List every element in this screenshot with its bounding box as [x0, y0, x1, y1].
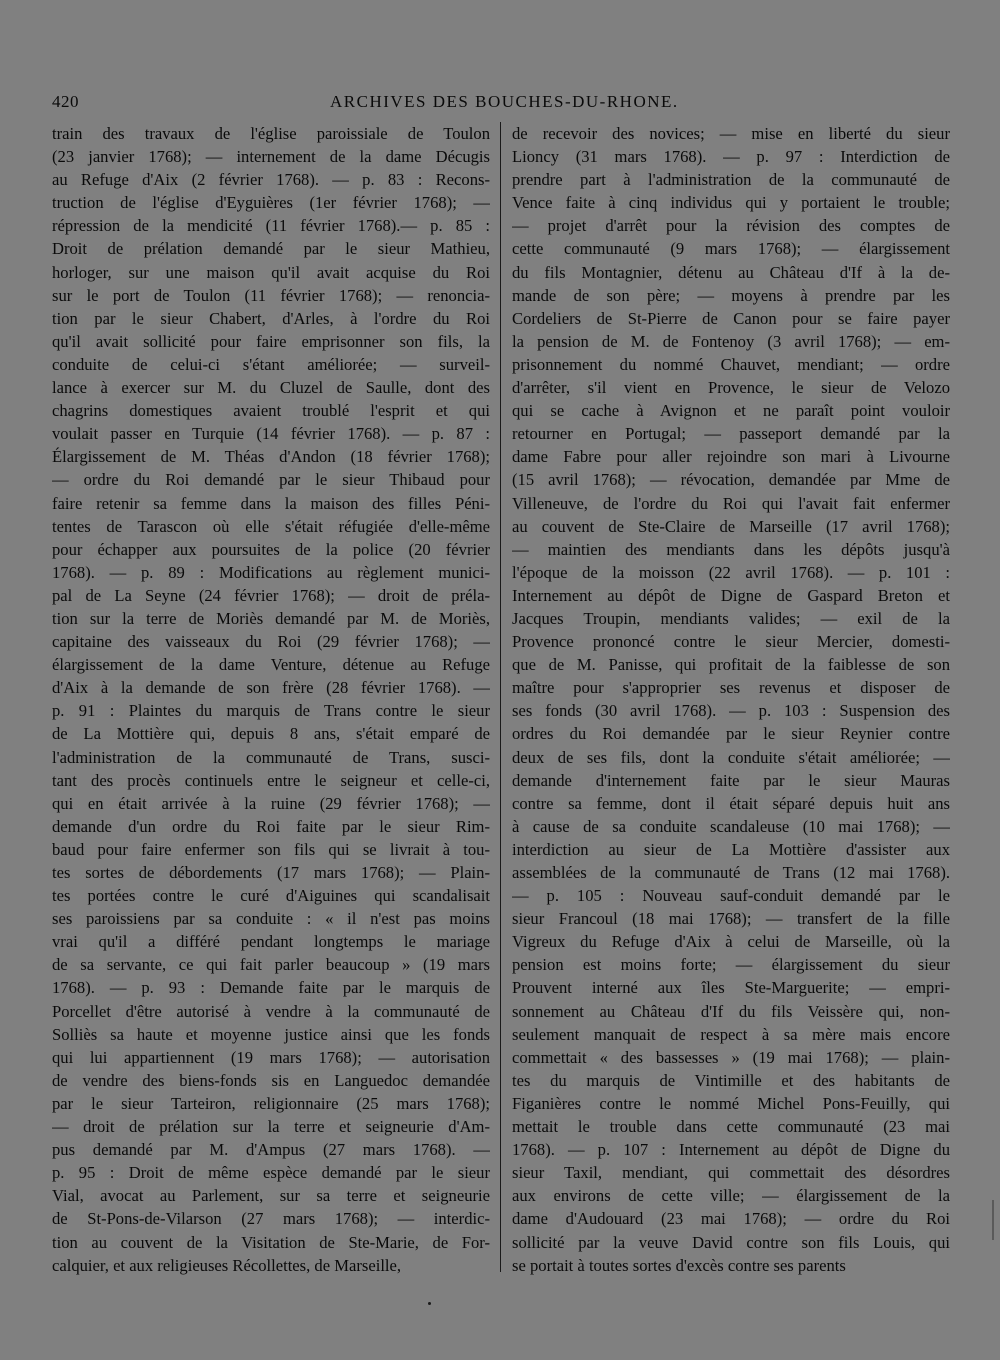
text-line: tion sur la terre de Moriès demandé par M. de Moriès, — [52, 608, 490, 628]
text-line: qui en était arrivée à la ruine (29 février 1768); — — [52, 793, 490, 813]
text-line: sieur Francoul (18 mai 1768); — transfert de la fille — [512, 909, 950, 929]
text-line: Porcellet d'être autorisé à vendre à la communauté de — [52, 1001, 490, 1021]
column-divider — [500, 122, 501, 1272]
text-line: mande de son père; — moyens à prendre par les — [512, 285, 950, 305]
text-line: que de M. Panisse, qui profitait de la faiblesse de son — [512, 655, 950, 675]
text-line: — p. 105 : Nouveau sauf-conduit demandé par le — [512, 886, 950, 906]
text-line: pour échapper aux poursuites de la police (20 février — [52, 539, 490, 559]
text-line: assemblées de la communauté de Trans (12 mai 1768). — [512, 863, 950, 882]
text-line: de La Mottière qui, depuis 8 ans, s'était emparé de — [52, 724, 490, 744]
text-line: capitaine des vaisseaux du Roi (29 février 1768); — — [52, 632, 490, 652]
text-line: seulement manquait de respect à sa mère mais encore — [512, 1024, 950, 1044]
text-line: Internement au dépôt de Digne de Gaspard Breton et — [512, 585, 950, 605]
text-line: dame d'Audouard (23 mai 1768); — ordre du Roi — [512, 1209, 950, 1229]
text-line: truction de l'église d'Eyguières (1er février 1768); — — [52, 193, 490, 213]
text-line: à cause de sa conduite scandaleuse (10 mai 1768); — — [512, 816, 950, 836]
text-line: ordres du Roi demandée par le sieur Reynier contre — [512, 724, 950, 744]
print-mark — [428, 1302, 431, 1305]
text-line: au couvent de Ste-Claire de Marseille (17 avril 1768); — [512, 516, 950, 536]
text-line: — projet d'arrêt pour la révision des comptes de — [512, 216, 950, 236]
text-line: Vence faite à cinq individus qui y portaient le trouble; — [512, 193, 950, 213]
text-line: contre sa femme, dont il était séparé depuis huit ans — [512, 793, 950, 813]
text-line: tion par le sieur Chabert, d'Arles, à l'ordre du Roi — [52, 308, 490, 328]
right-text-column — [512, 122, 950, 1277]
text-line: l'administration de la communauté de Trans, susci- — [52, 747, 490, 767]
text-line: Figanières contre le nommé Michel Pons-Feuilly, qui — [512, 1093, 950, 1113]
text-line: au Refuge d'Aix (2 février 1768). — p. 83 : Recons- — [52, 170, 490, 190]
text-line: horloger, sur une maison qu'il avait acquise du Roi — [52, 262, 490, 282]
text-line: sollicité par la veuve David contre son fils Louis, qui — [512, 1232, 950, 1252]
text-line: train des travaux de l'église paroissiale de Toulon — [52, 124, 490, 143]
text-line: voulait passer en Turquie (14 février 1768). — p. 87 : — [52, 424, 490, 444]
text-line: Vial, avocat au Parlement, sur sa terre et seigneurie — [52, 1186, 490, 1206]
text-line: Solliès sa haute et moyenne justice ainsi que les fonds — [52, 1024, 490, 1044]
text-line: (23 janvier 1768); — internement de la dame Décugis — [52, 147, 490, 167]
text-line: tentes de Tarascon où elle s'était réfugiée d'elle-même — [52, 516, 490, 536]
text-line: Élargissement de M. Théas d'Andon (18 février 1768); — [52, 447, 490, 467]
text-line: faire retenir sa femme dans la maison des filles Péni- — [52, 493, 490, 513]
text-line: tes du marquis de Vintimille et des habitants de — [512, 1070, 950, 1090]
scan-artifact — [992, 1200, 994, 1240]
text-line: lance à exercer sur M. du Cluzel de Saulle, dont des — [52, 378, 490, 398]
text-line: conduite de celui-ci s'étant améliorée; — surveil- — [52, 354, 490, 374]
text-line: 1768). — p. 107 : Internement au dépôt de Digne du — [512, 1140, 950, 1160]
text-line: sonnement au Château d'If du fils Veissère qui, non- — [512, 1001, 950, 1021]
text-line: d'arrêter, s'il vient en Provence, le sieur de Velozo — [512, 378, 950, 398]
text-line: ses fonds (30 avril 1768). — p. 103 : Suspension des — [512, 701, 950, 721]
text-line: calquier, et aux religieuses Récollettes, de Marseille, — [52, 1255, 402, 1275]
text-line: p. 95 : Droit de même espèce demandé par le sieur — [52, 1163, 490, 1183]
text-line: maître pour s'approprier ses revenus et disposer de — [512, 678, 950, 698]
text-line: chagrins domestiques avaient troublé l'esprit et qui — [52, 401, 490, 421]
text-line: sieur Taxil, mendiant, qui commettait des désordres — [512, 1163, 950, 1183]
text-line: mettait le trouble dans cette communauté (23 mai — [512, 1117, 950, 1137]
text-line: Vigreux du Refuge d'Aix à celui de Marseille, où la — [512, 932, 950, 952]
text-line: tant des procès continuels entre le seigneur et celle-ci, — [52, 770, 490, 790]
text-line: Villeneuve, de l'ordre du Roi qui l'avait fait enfermer — [512, 493, 950, 513]
text-line: de recevoir des novices; — mise en liberté du sieur — [512, 124, 950, 143]
text-line: Droit de prélation demandé par le sieur Mathieu, — [52, 239, 490, 259]
text-line: prisonnement du nommé Chauvet, mendiant; — ordre — [512, 354, 950, 374]
text-line: pension est moins forte; — élargissement du sieur — [512, 955, 950, 975]
text-line: — maintien des mendiants dans les dépôts jusqu'à — [512, 539, 950, 559]
text-line: — droit de prélation sur la terre et seigneurie d'Am- — [52, 1117, 490, 1137]
text-line: Jacques Troupin, mendiants valides; — exil de la — [512, 608, 950, 628]
text-line: la pension de M. de Fontenoy (3 avril 1768); — em- — [512, 331, 950, 351]
text-line: ses paroissiens par sa conduite : « il n'est pas moins — [52, 909, 490, 929]
text-line: 1768). — p. 89 : Modifications au règlement munici- — [52, 562, 490, 582]
text-line: aux environs de cette ville; — élargissement de la — [512, 1186, 950, 1206]
text-line: tes sortes de débordements (17 mars 1768); — Plain- — [52, 863, 490, 882]
text-line: dame Fabre pour aller rejoindre son mari à Livourne — [512, 447, 950, 467]
text-line: qui se cache à Avignon et ne paraît point vouloir — [512, 401, 950, 421]
text-line: de sa servante, ce qui fait parler beaucoup » (19 mars — [52, 955, 490, 975]
text-line: demande d'internement faite par le sieur Mauras — [512, 770, 950, 790]
text-line: tes portées contre le curé d'Aiguines qui scandalisait — [52, 886, 490, 906]
text-line: — ordre du Roi demandé par le sieur Thibaud pour — [52, 470, 490, 490]
text-line: de vendre des biens-fonds sis en Languedoc demandée — [52, 1070, 490, 1090]
text-line: se portait à toutes sortes d'excès contre ses parents — [512, 1255, 846, 1275]
text-line: répression de la mendicité (11 février 1768).— p. 85 : — [52, 216, 490, 236]
text-line: 1768). — p. 93 : Demande faite par le marquis de — [52, 978, 490, 998]
text-line: demande d'un ordre du Roi faite par le sieur Rim- — [52, 816, 490, 836]
text-line: retourner en Portugal; — passeport demandé par la — [512, 424, 950, 444]
text-line: d'Aix à la demande de son frère (28 février 1768). — — [52, 678, 490, 698]
text-line: prendre part à l'administration de la communauté de — [512, 170, 950, 190]
text-line: de St-Pons-de-Vilarson (27 mars 1768); — interdic- — [52, 1209, 490, 1229]
text-line: du fils Montagnier, détenu au Château d'If à la de- — [512, 262, 950, 282]
text-line: Prouvent interné aux îles Ste-Marguerite; — empri- — [512, 978, 950, 998]
text-line: pal de La Seyne (24 février 1768); — droit de préla- — [52, 585, 490, 605]
text-line: qu'il avait sollicité pour faire emprisonner son fils, la — [52, 331, 490, 351]
text-line: p. 91 : Plaintes du marquis de Trans contre le sieur — [52, 701, 490, 721]
text-line: élargissement de la dame Venture, détenue au Refuge — [52, 655, 490, 675]
text-line: pus demandé par M. d'Ampus (27 mars 1768). — — [52, 1140, 490, 1160]
text-line: (15 avril 1768); — révocation, demandée par Mme de — [512, 470, 950, 490]
text-line: qui lui appartiennent (19 mars 1768); — autorisation — [52, 1047, 490, 1067]
text-line: Cordeliers de St-Pierre de Canon pour se faire payer — [512, 308, 950, 328]
text-line: Provence prononcé contre le sieur Mercier, domesti- — [512, 632, 950, 652]
text-line: tion au couvent de la Visitation de Ste-Marie, de For- — [52, 1232, 490, 1252]
page-number: 420 — [52, 92, 79, 111]
text-line: interdiction au sieur de La Mottière d'assister aux — [512, 839, 950, 859]
text-line: vrai qu'il a différé pendant longtemps le mariage — [52, 932, 490, 952]
text-line: baud pour faire enfermer son fils qui se livrait à tou- — [52, 839, 490, 859]
text-line: commettait « des bassesses » (19 mai 1768); — plain- — [512, 1047, 950, 1067]
text-line: cette communauté (9 mars 1768); — élargissement — [512, 239, 950, 259]
running-title: ARCHIVES DES BOUCHES-DU-RHONE. — [330, 92, 679, 111]
left-text-column — [52, 122, 490, 1277]
text-line: Lioncy (31 mars 1768). — p. 97 : Interdiction de — [512, 147, 950, 167]
text-line: deux de ses fils, dont la conduite s'était améliorée; — — [512, 747, 950, 767]
text-line: sur le port de Toulon (11 février 1768); — renoncia- — [52, 285, 490, 305]
page-header — [52, 92, 952, 116]
text-line: l'époque de la moisson (22 avril 1768). — p. 101 : — [512, 562, 950, 582]
text-line: par le sieur Tarteiron, religionnaire (25 mars 1768); — [52, 1093, 490, 1113]
